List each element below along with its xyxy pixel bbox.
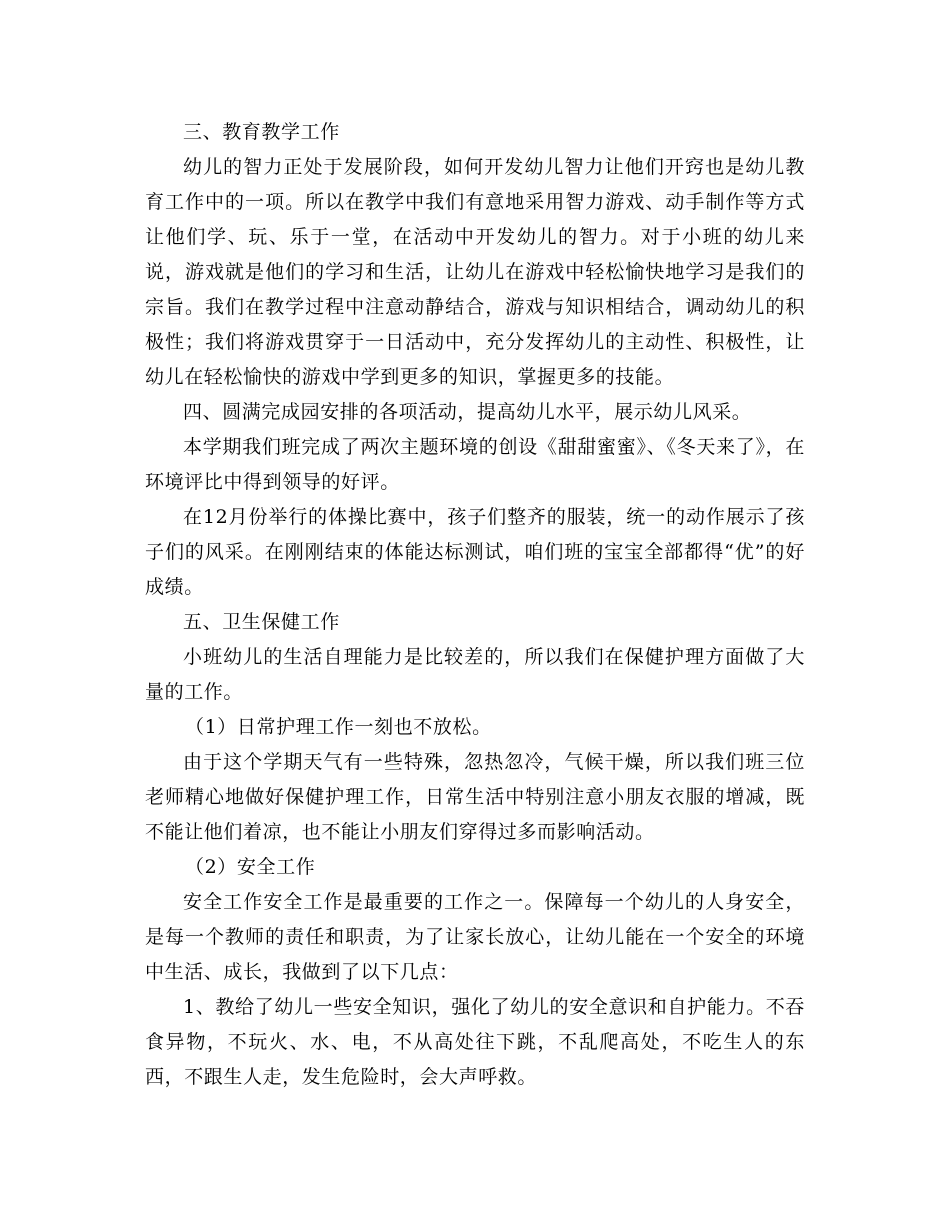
subheading-daily-care: （1）日常护理工作一刻也不放松。 xyxy=(185,716,492,738)
subheading-safety: （2）安全工作 xyxy=(185,856,316,878)
paragraph-theme-environment: 本学期我们班完成了两次主题环境的创设《甜甜蜜蜜》、《冬天来了》，在环境评比中得到领导的好评。 xyxy=(145,436,805,493)
paragraph-teaching-body: 幼儿的智力正处于发展阶段，如何开发幼儿智力让他们开窍也是幼儿教育工作中的一项。所以在教学中我们有意地采用智力游戏、动手制作等方式让他们学、玩、乐于一堂，在活动中开发幼儿的智力。对于小班的幼儿来说，游戏就是他们的学习和生活，让幼儿在游戏中轻松愉快地学习是我们的宗旨。我们在教学过程中注意动静结合，游戏与知识相结合，调动幼儿的积极性；我们将游戏贯穿于一日活动中，充分发挥幼儿的主动性、积极性，让幼儿在轻松愉快的游戏中学到更多的知识，掌握更多的技能。 xyxy=(145,156,805,388)
paragraph-safety-intro: 安全工作安全工作是最重要的工作之一。保障每一个幼儿的人身安全，是每一个教师的责任和职责，为了让家长放心，让幼儿能在一个安全的环境中生活、成长，我做到了以下几点： xyxy=(145,891,805,983)
section-heading-teaching: 三、教育教学工作 xyxy=(183,121,340,143)
document-page xyxy=(145,115,805,1095)
paragraph-health-intro: 小班幼儿的生活自理能力是比较差的，所以我们在保健护理方面做了大量的工作。 xyxy=(145,646,805,703)
paragraph-gymnastics: 在12月份举行的体操比赛中，孩子们整齐的服装，统一的动作展示了孩子们的风采。在刚刚结束的体能达标测试，咱们班的宝宝全部都得“优”的好成绩。 xyxy=(145,506,805,598)
paragraph-daily-care: 由于这个学期天气有一些特殊，忽热忽冷，气候干燥，所以我们班三位老师精心地做好保健护理工作，日常生活中特别注意小朋友衣服的增减，既不能让他们着凉，也不能让小朋友们穿得过多而影响活动。 xyxy=(145,751,805,843)
section-heading-health: 五、卫生保健工作 xyxy=(183,611,340,633)
paragraph-safety-point-1: 1、教给了幼儿一些安全知识，强化了幼儿的安全意识和自护能力。不吞食异物，不玩火、水、电，不从高处往下跳，不乱爬高处，不吃生人的东西，不跟生人走，发生危险时，会大声呼救。 xyxy=(145,996,805,1088)
section-heading-activities: 四、圆满完成园安排的各项活动，提高幼儿水平，展示幼儿风采。 xyxy=(183,401,752,423)
